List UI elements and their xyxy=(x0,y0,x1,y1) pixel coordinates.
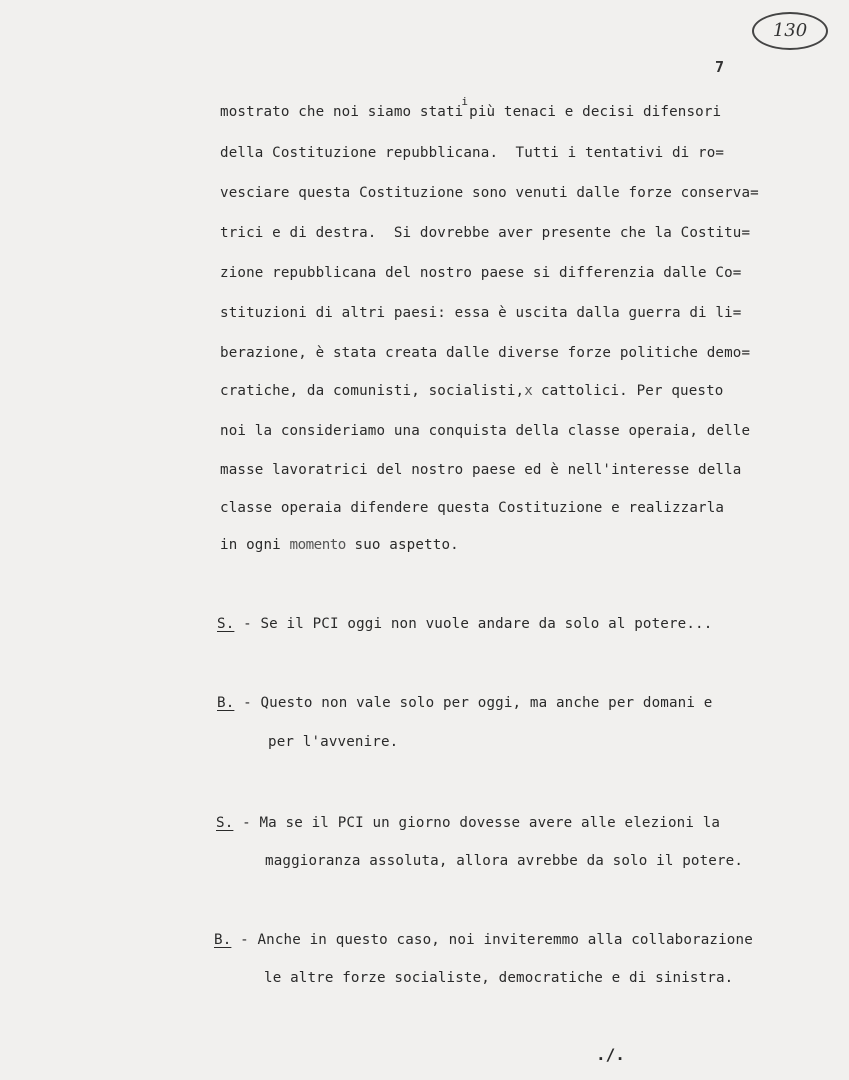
struck-out-text: momento xyxy=(289,537,346,553)
dialogue-text: - Questo non vale solo per oggi, ma anche per domani e xyxy=(234,695,713,711)
dialogue-line xyxy=(217,695,712,711)
dialogue-continuation: le altre forze socialiste, democratiche e di sinistra. xyxy=(264,970,734,986)
text-line: noi la consideriamo una conquista della classe operaia, delle xyxy=(220,423,751,439)
dialogue-text: - Se il PCI oggi non vuole andare da solo al potere... xyxy=(234,616,713,632)
page-number: 130 xyxy=(752,12,828,50)
text-fragment: suo aspetto. xyxy=(345,537,459,553)
text-fragment: più tenaci e decisi difensori xyxy=(469,104,722,120)
speaker-label: S. xyxy=(216,815,234,831)
handwritten-insertion: i xyxy=(461,95,469,108)
text-fragment: in ogni xyxy=(220,537,290,553)
sheet-number: 7 xyxy=(715,58,725,76)
dialogue-text: - Ma se il PCI un giorno dovesse avere alle elezioni la xyxy=(233,815,721,831)
dialogue-continuation: maggioranza assoluta, allora avrebbe da solo il potere. xyxy=(265,853,744,869)
speaker-label: B. xyxy=(214,932,232,948)
text-line: classe operaia difendere questa Costituzione e realizzarla xyxy=(220,500,725,516)
text-line: zione repubblicana del nostro paese si differenzia dalle Co= xyxy=(220,265,742,281)
text-fragment: mostrato che noi siamo stati xyxy=(220,104,464,120)
text-line: vesciare questa Costituzione sono venuti dalle forze conserva= xyxy=(220,185,759,201)
text-line: masse lavoratrici del nostro paese ed è nell'interesse della xyxy=(220,462,742,478)
text-line: stituzioni di altri paesi: essa è uscita dalla guerra di li= xyxy=(220,305,742,321)
speaker-label: B. xyxy=(217,695,235,711)
text-line: berazione, è stata creata dalle diverse forze politiche demo= xyxy=(220,345,751,361)
dialogue-line xyxy=(214,932,753,948)
dialogue-continuation: per l'avvenire. xyxy=(268,734,399,750)
text-fragment: cratiche, da comunisti, socialisti, xyxy=(220,383,525,399)
speaker-label: S. xyxy=(217,616,235,632)
dialogue-line xyxy=(217,616,712,632)
continuation-marker: ./. xyxy=(596,1045,625,1064)
text-line xyxy=(220,383,723,399)
text-line xyxy=(220,95,722,120)
struck-out-text: x xyxy=(524,383,533,399)
text-line xyxy=(220,537,459,553)
text-line: trici e di destra. Si dovrebbe aver presente che la Costitu= xyxy=(220,225,751,241)
dialogue-line xyxy=(216,815,720,831)
dialogue-text: - Anche in questo caso, noi inviteremmo alla collaborazione xyxy=(231,932,753,948)
text-fragment: cattolici. Per questo xyxy=(532,383,724,399)
text-line: della Costituzione repubblicana. Tutti i tentativi di ro= xyxy=(220,145,725,161)
